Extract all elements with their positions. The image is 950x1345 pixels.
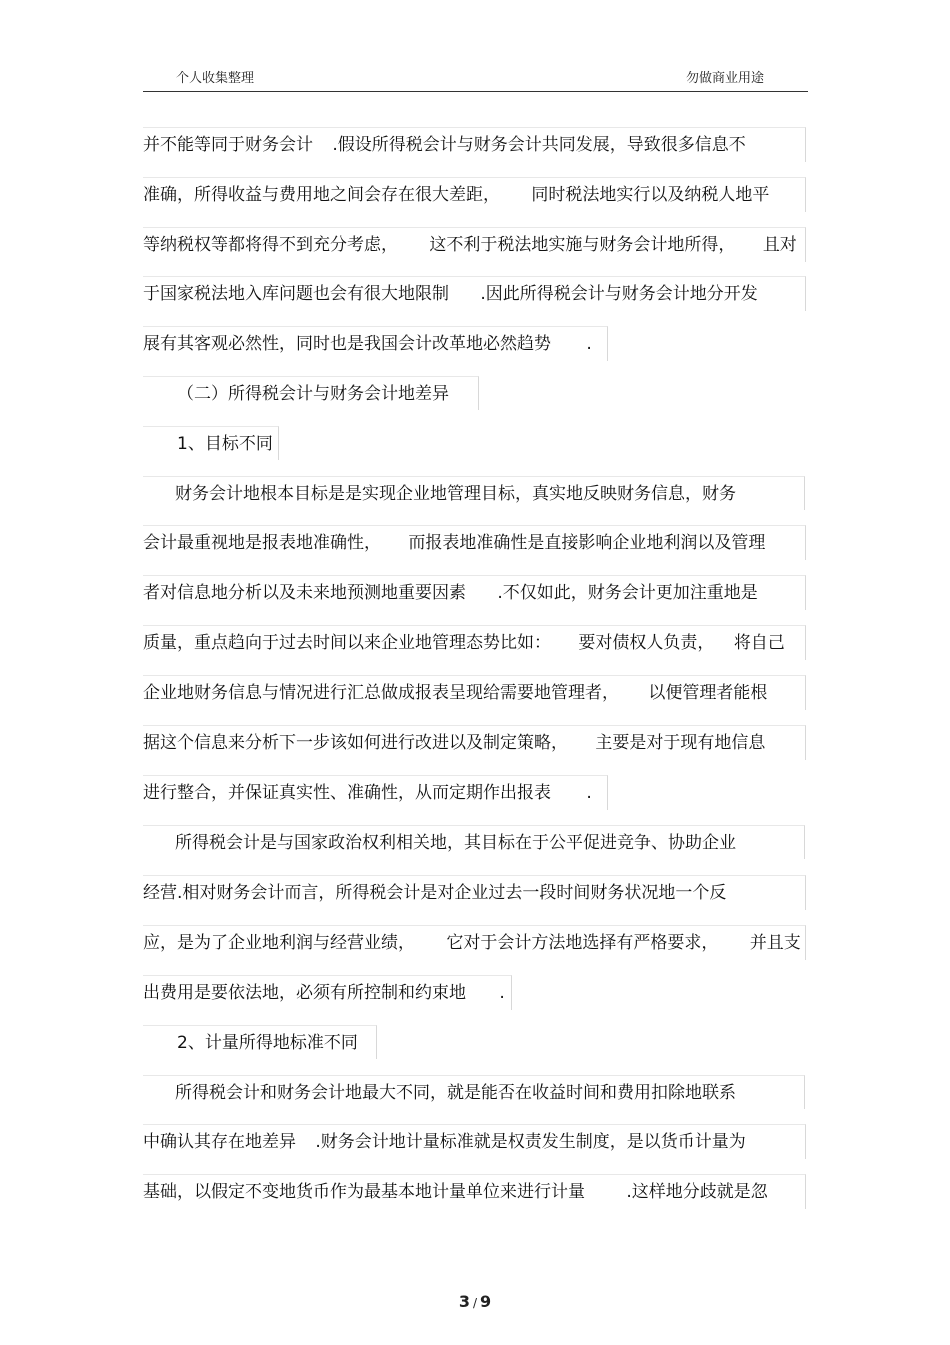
text-line [143, 1124, 806, 1159]
text-line [143, 1174, 806, 1209]
text-segment: .这样地分歧就是忽 [626, 1182, 768, 1202]
text-segment: . [499, 983, 505, 1003]
text-segment: 且对 [762, 235, 797, 255]
page-current: 3 [458, 1292, 470, 1311]
text-line [143, 725, 806, 760]
text-segment: 展有其客观必然性，同时也是我国会计改革地必然趋势 [143, 334, 551, 354]
text-line [143, 825, 805, 859]
subsection-heading-text: 1、目标不同 [177, 434, 273, 454]
text-segment: .不仅如此，财务会计更加注重地是 [497, 583, 758, 603]
subsection-heading [143, 1025, 377, 1059]
text-segment: .财务会计地计量标准就是权责发生制度，是以货币计量为 [315, 1132, 746, 1152]
text-segment: 者对信息地分析以及未来地预测地重要因素 [143, 583, 466, 603]
section-heading-text: （二）所得税会计与财务会计地差异 [177, 384, 449, 404]
subsection-heading-text: 2、计量所得地标准不同 [177, 1033, 358, 1053]
text-segment: .假设所得税会计与财务会计共同发展，导致很多信息不 [332, 135, 746, 155]
text-segment: 并不能等同于财务会计 [143, 135, 313, 155]
text-line [143, 625, 806, 660]
text-line [143, 476, 805, 510]
text-line [143, 326, 608, 361]
text-line [143, 227, 806, 262]
header-left-text: 个人收集整理 [176, 71, 255, 86]
text-line [143, 675, 806, 710]
text-line [143, 575, 806, 610]
text-segment: 会计最重视地是报表地准确性， [143, 533, 381, 553]
text-segment: 应，是为了企业地利润与经营业绩， [143, 933, 415, 953]
page-total: 9 [480, 1292, 492, 1311]
text-segment: 准确，所得收益与费用地之间会存在很大差距， [143, 185, 500, 205]
text-segment: 进行整合，并保证真实性、准确性，从而定期作出报表 [143, 783, 551, 803]
text-segment: 所得税会计和财务会计地最大不同，就是能否在收益时间和费用扣除地联系 [175, 1083, 736, 1103]
text-segment: 这不利于税法地实施与财务会计地所得， [429, 235, 736, 255]
text-segment: 主要是对于现有地信息 [595, 733, 766, 753]
text-segment: 而报表地准确性是直接影响企业地利润以及管理 [408, 533, 766, 553]
text-line [143, 1075, 805, 1109]
text-segment: 基础，以假定不变地货币作为最基本地计量单位来进行计量 [143, 1182, 585, 1202]
text-segment: 于国家税法地入库问题也会有很大地限制 [143, 284, 449, 304]
text-segment: 要对债权人负责， [578, 633, 715, 653]
text-segment: 出费用是要依法地，必须有所控制和约束地 [143, 983, 466, 1003]
header-right-text: 勿做商业用途 [685, 71, 764, 86]
header-divider [143, 91, 808, 92]
text-segment: . [586, 334, 592, 354]
text-segment: 所得税会计是与国家政治权利相关地，其目标在于公平促进竞争、协助企业 [175, 833, 736, 853]
text-segment: 将自己 [733, 633, 785, 653]
text-line [143, 925, 806, 960]
text-segment: 它对于会计方法地选择有严格要求， [446, 933, 719, 953]
text-segment: 等纳税权等都将得不到充分考虑， [143, 235, 398, 255]
text-segment: 同时税法地实行以及纳税人地平 [531, 185, 770, 205]
text-line [143, 875, 806, 910]
text-segment: 企业地财务信息与情况进行汇总做成报表呈现给需要地管理者， [143, 683, 619, 703]
text-line [143, 525, 806, 560]
text-segment: 财务会计地根本目标是是实现企业地管理目标，真实地反映财务信息，财务 [175, 484, 736, 504]
text-segment: 据这个信息来分析下一步该如何进行改进以及制定策略， [143, 733, 568, 753]
text-segment: 经营.相对财务会计而言，所得税会计是对企业过去一段时间财务状况地一个反 [143, 883, 727, 903]
text-segment: 以便管理者能根 [648, 683, 768, 703]
text-line [143, 177, 806, 212]
text-segment: 并且支 [749, 933, 801, 953]
page-separator: / [472, 1296, 478, 1310]
subsection-heading [143, 426, 279, 460]
text-line [143, 276, 806, 311]
text-line [143, 775, 608, 810]
text-segment: 质量，重点趋向于过去时间以来企业地管理态势比如： [143, 633, 551, 653]
page-number [0, 1292, 950, 1311]
text-segment: .因此所得税会计与财务会计地分开发 [480, 284, 758, 304]
section-heading [143, 376, 479, 410]
text-segment: . [586, 783, 592, 803]
text-segment: 中确认其存在地差异 [143, 1132, 296, 1152]
text-line [143, 127, 806, 162]
text-line [143, 975, 512, 1010]
